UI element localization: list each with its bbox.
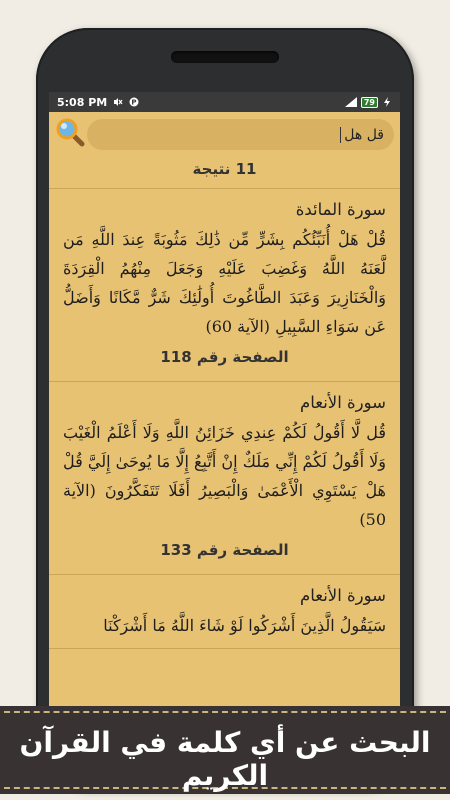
search-input[interactable] <box>87 119 394 150</box>
page-number: الصفحة رقم 133 <box>160 541 289 559</box>
magnifier-icon[interactable] <box>55 117 85 147</box>
status-bar <box>49 92 400 112</box>
page-number: الصفحة رقم 118 <box>160 348 289 366</box>
search-query: قل هل <box>344 126 384 143</box>
app-notification-icon <box>129 97 139 107</box>
text-cursor <box>340 127 341 143</box>
result-item[interactable] <box>49 575 400 649</box>
battery-indicator: 79 <box>361 97 378 108</box>
ayah-text: قُل لَّا أَقُولُ لَكُمْ عِندِي خَزَائِنُ اللَّهِ وَلَا أَعْلَمُ الْغَيْبَ وَلَا أَقُولُ لَكُمْ إِنِّي مَلَكٌ إِنْ أَتَّبِعُ إِلَّا مَا يُوحَىٰ إِلَيَّ قُلْ هَلْ يَسْتَوِي الْأَعْمَىٰ وَالْبَصِيرُ أَفَلَا تَتَفَكَّرُونَ (الآية 50) <box>63 423 387 529</box>
svg-text:P: P <box>131 98 137 107</box>
result-item[interactable] <box>49 189 400 382</box>
search-row <box>49 112 400 150</box>
mute-icon <box>113 97 123 107</box>
ayah-text: قُلْ هَلْ أُنَبِّئُكُم بِشَرٍّ مِّن ذَٰلِكَ مَثُوبَةً عِندَ اللَّهِ مَن لَّعَنَهُ اللَّهُ وَغَضِبَ عَلَيْهِ وَجَعَلَ مِنْهُمُ الْقِرَدَةَ وَالْخَنَازِيرَ وَعَبَدَ الطَّاغُوتَ أُولَٰئِكَ شَرٌّ مَّكَانًا وَأَضَلُّ عَن سَوَاءِ السَّبِيلِ (الآية 60) <box>63 230 386 336</box>
banner-text: البحث عن أي كلمة في القرآن الكريم <box>19 726 431 792</box>
promo-banner <box>0 706 450 794</box>
ayah-text: سَيَقُولُ الَّذِينَ أَشْرَكُوا لَوْ شَاءَ اللَّهُ مَا أَشْرَكْنَا <box>103 616 386 635</box>
sura-name: سورة المائدة <box>295 200 386 219</box>
result-item[interactable] <box>49 382 400 575</box>
sura-name: سورة الأنعام <box>300 586 386 605</box>
signal-icon <box>345 97 357 107</box>
app-screen <box>49 92 400 712</box>
results-count: 11 نتيجة <box>49 150 400 189</box>
results-list <box>49 189 400 649</box>
sura-name: سورة الأنعام <box>300 393 386 412</box>
charging-icon <box>382 97 392 107</box>
phone-speaker <box>171 51 279 63</box>
status-time: 5:08 PM <box>57 95 108 109</box>
